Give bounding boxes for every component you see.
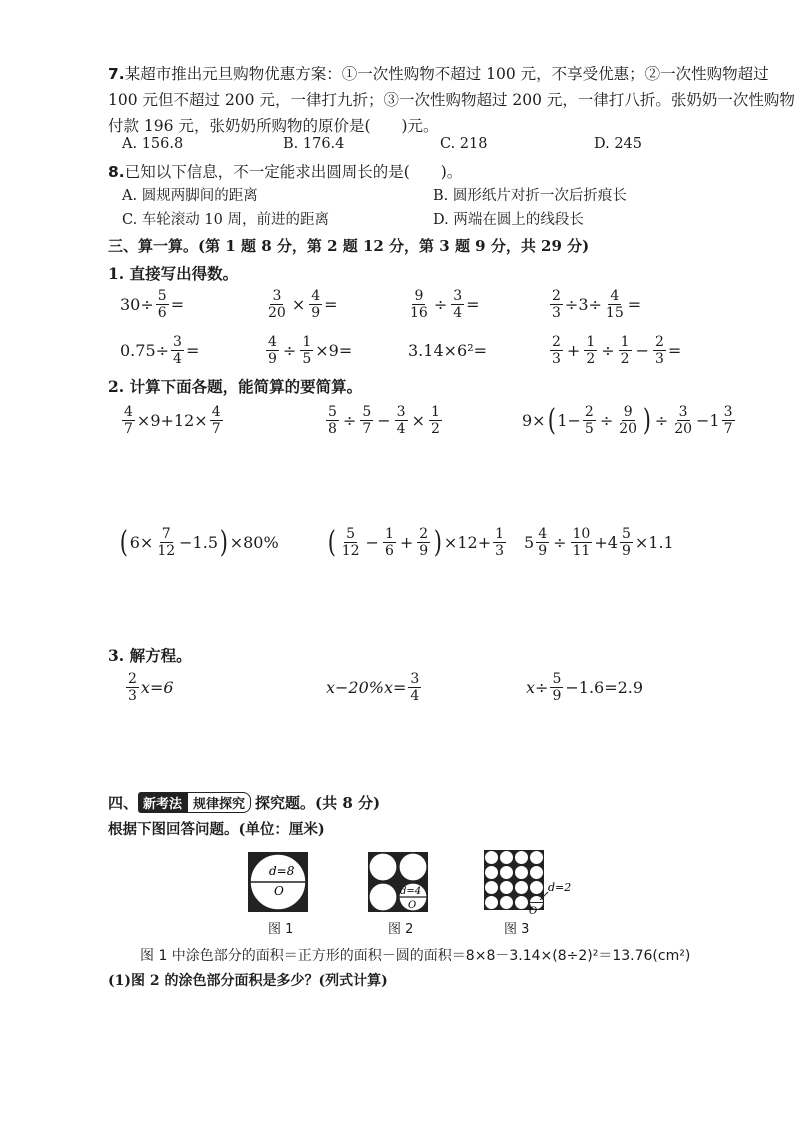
figure-1 [248, 852, 314, 912]
fraction: $\frac{7}{12}$ [157, 526, 176, 559]
fraction: $\frac{5}{9}$ [621, 526, 631, 559]
calc-b4: $\frac{2}{3}$ + $\frac{1}{2}$ ÷ $\frac{1}{2}$ − $\frac{2}{3}$ = [552, 334, 682, 367]
q7-option-c: C. 218 [440, 136, 488, 152]
q7-text-1: 某超市推出元旦购物优惠方案：①一次性购物不超过 100 元，不享受优惠；②一次性购物超过 [124, 65, 769, 83]
section3-part3-title: 3. 解方程。 [108, 646, 192, 665]
section3-title: 三、算一算。(第 1 题 8 分，第 2 题 12 分，第 3 题 9 分，共 29 分) [108, 237, 590, 255]
calc-d2: ( $\frac{5}{12}$ − $\frac{1}{6}$ + $\frac{2}{9}$ ) ×12+ $\frac{1}{3}$ [327, 524, 505, 560]
fraction: $\frac{4}{15}$ [605, 288, 624, 321]
fraction: $\frac{2}{3}$ [552, 288, 561, 321]
q8-line [108, 160, 462, 184]
fraction: $\frac{3}{4}$ [173, 334, 182, 367]
new-method-tag: 新考法 [138, 792, 187, 813]
q8-text: 已知以下信息，不一定能求出圆周长的是( )。 [124, 163, 463, 181]
fraction: $\frac{4}{9}$ [268, 334, 277, 367]
fraction: $\frac{3}{20}$ [268, 288, 286, 321]
section4-intro: 根据下图回答问题。(单位：厘米) [108, 821, 325, 838]
fig3-caption: 图 3 [504, 922, 530, 937]
pattern-tag: 规律探究 [187, 792, 251, 813]
fraction: $\frac{5}{9}$ [552, 671, 562, 704]
fig3-center-label: O [529, 906, 538, 914]
calc-c2: $\frac{5}{8}$ ÷ $\frac{5}{7}$ − $\frac{3}{4}$ × $\frac{1}{2}$ [328, 404, 440, 437]
section4-title: 四、 新考法 规律探究 探究题。(共 8 分) [108, 794, 381, 812]
calc-d1: ( 6× $\frac{7}{12}$ −1.5 ) ×80% [119, 524, 279, 560]
fraction: $\frac{5}{7}$ [362, 404, 372, 437]
q8-number: 8. [108, 163, 125, 181]
calc-b1: 0.75÷ $\frac{3}{4}$ = [120, 334, 200, 367]
fraction: $\frac{1}{2}$ [620, 334, 630, 367]
fraction: $\frac{4}{7}$ [124, 404, 133, 437]
fraction: $\frac{1}{2}$ [430, 404, 440, 437]
calc-c1: $\frac{4}{7}$ ×9+12× $\frac{4}{7}$ [124, 404, 221, 437]
section3-part1-title: 1. 直接写出得数。 [108, 264, 239, 283]
fraction: $\frac{1}{6}$ [384, 526, 394, 559]
calc-b3: 3.14×6²= [408, 341, 488, 360]
fig2-center-label: O [408, 900, 417, 911]
figure-3 [484, 850, 584, 914]
q8-option-b: B. 圆形纸片对折一次后折痕长 [433, 188, 627, 204]
fraction: $\frac{3}{7}$ [723, 404, 733, 437]
fraction: $\frac{2}{9}$ [419, 526, 429, 559]
q7-option-b: B. 176.4 [283, 136, 345, 152]
fraction: $\frac{2}{3}$ [654, 334, 664, 367]
q7-number: 7. [108, 65, 125, 83]
equation-3: x÷ $\frac{5}{9}$ −1.6=2.9 [526, 671, 644, 704]
fraction: $\frac{2}{3}$ [552, 334, 561, 367]
fraction: $\frac{1}{2}$ [586, 334, 596, 367]
fig1-explanation: 图 1 中涂色部分的面积＝正方形的面积－圆的面积＝8×8－3.14×(8÷2)²＝13.76(cm²) [140, 948, 691, 964]
q8-option-d: D. 两端在圆上的线段长 [433, 212, 584, 228]
fraction: $\frac{5}{6}$ [157, 288, 167, 321]
fraction: $\frac{2}{5}$ [584, 404, 594, 437]
q7-line3: 付款 196 元，张奶奶所购物的原价是( )元。 [108, 117, 439, 135]
fraction: $\frac{1}{5}$ [302, 334, 312, 367]
calc-a1: 30÷ $\frac{5}{6}$ = [120, 288, 185, 321]
equation-2: x−20%x= $\frac{3}{4}$ [326, 671, 420, 704]
fraction: $\frac{3}{4}$ [410, 671, 420, 704]
calc-c3: 9× ( 1− $\frac{2}{5}$ ÷ $\frac{9}{20}$ ) ÷ $\frac{3}{20}$ −1 $\frac{3}{7}$ [522, 402, 733, 438]
fraction: $\frac{4}{7}$ [211, 404, 221, 437]
fig2-diameter-label: d=4 [400, 886, 422, 897]
q7-option-d: D. 245 [594, 136, 643, 152]
fraction: $\frac{10}{11}$ [572, 526, 591, 559]
fraction: $\frac{4}{9}$ [538, 526, 548, 559]
fraction: $\frac{5}{8}$ [328, 404, 337, 437]
fig1-center-label: O [274, 884, 284, 898]
calc-d3: 5 $\frac{4}{9}$ ÷ $\frac{10}{11}$ +4 $\frac{5}{9}$ ×1.1 [524, 526, 674, 559]
fig1-caption: 图 1 [268, 922, 294, 937]
fraction: $\frac{3}{20}$ [674, 404, 693, 437]
figure-2 [368, 852, 434, 912]
q7-option-a: A. 156.8 [122, 136, 184, 152]
calc-a4: $\frac{2}{3}$ ÷3÷ $\frac{4}{15}$ = [552, 288, 642, 321]
fraction: $\frac{4}{9}$ [311, 288, 321, 321]
fig2-caption: 图 2 [388, 922, 414, 937]
section3-part2-title: 2. 计算下面各题，能简算的要简算。 [108, 377, 363, 396]
fraction: $\frac{9}{16}$ [410, 288, 428, 321]
fraction: $\frac{1}{3}$ [495, 526, 505, 559]
q8-option-a: A. 圆规两脚间的距离 [122, 188, 258, 204]
fraction: $\frac{3}{4}$ [453, 288, 463, 321]
fraction: $\frac{5}{12}$ [341, 526, 360, 559]
q8-option-c: C. 车轮滚动 10 周，前进的距离 [122, 212, 329, 228]
fraction: $\frac{9}{20}$ [619, 404, 638, 437]
q7-line2: 100 元但不超过 200 元，一律打九折；③一次性购物超过 200 元，一律打八折。张奶奶一次性购物 [108, 91, 795, 109]
calc-a2: $\frac{3}{20}$ × $\frac{4}{9}$ = [268, 288, 338, 321]
fig1-diameter-label: d=8 [269, 864, 295, 878]
calc-b2: $\frac{4}{9}$ ÷ $\frac{1}{5}$ ×9= [268, 334, 353, 367]
q7-line1 [108, 62, 769, 86]
equation-1: $\frac{2}{3}$ x=6 [128, 671, 174, 704]
section4-question-1: (1)图 2 的涂色部分面积是多少？(列式计算) [108, 973, 388, 989]
fig3-diameter-label: d=2 [548, 881, 572, 894]
calc-a3: $\frac{9}{16}$ ÷ $\frac{3}{4}$ = [410, 288, 480, 321]
fraction: $\frac{2}{3}$ [128, 671, 137, 704]
fraction: $\frac{3}{4}$ [396, 404, 406, 437]
